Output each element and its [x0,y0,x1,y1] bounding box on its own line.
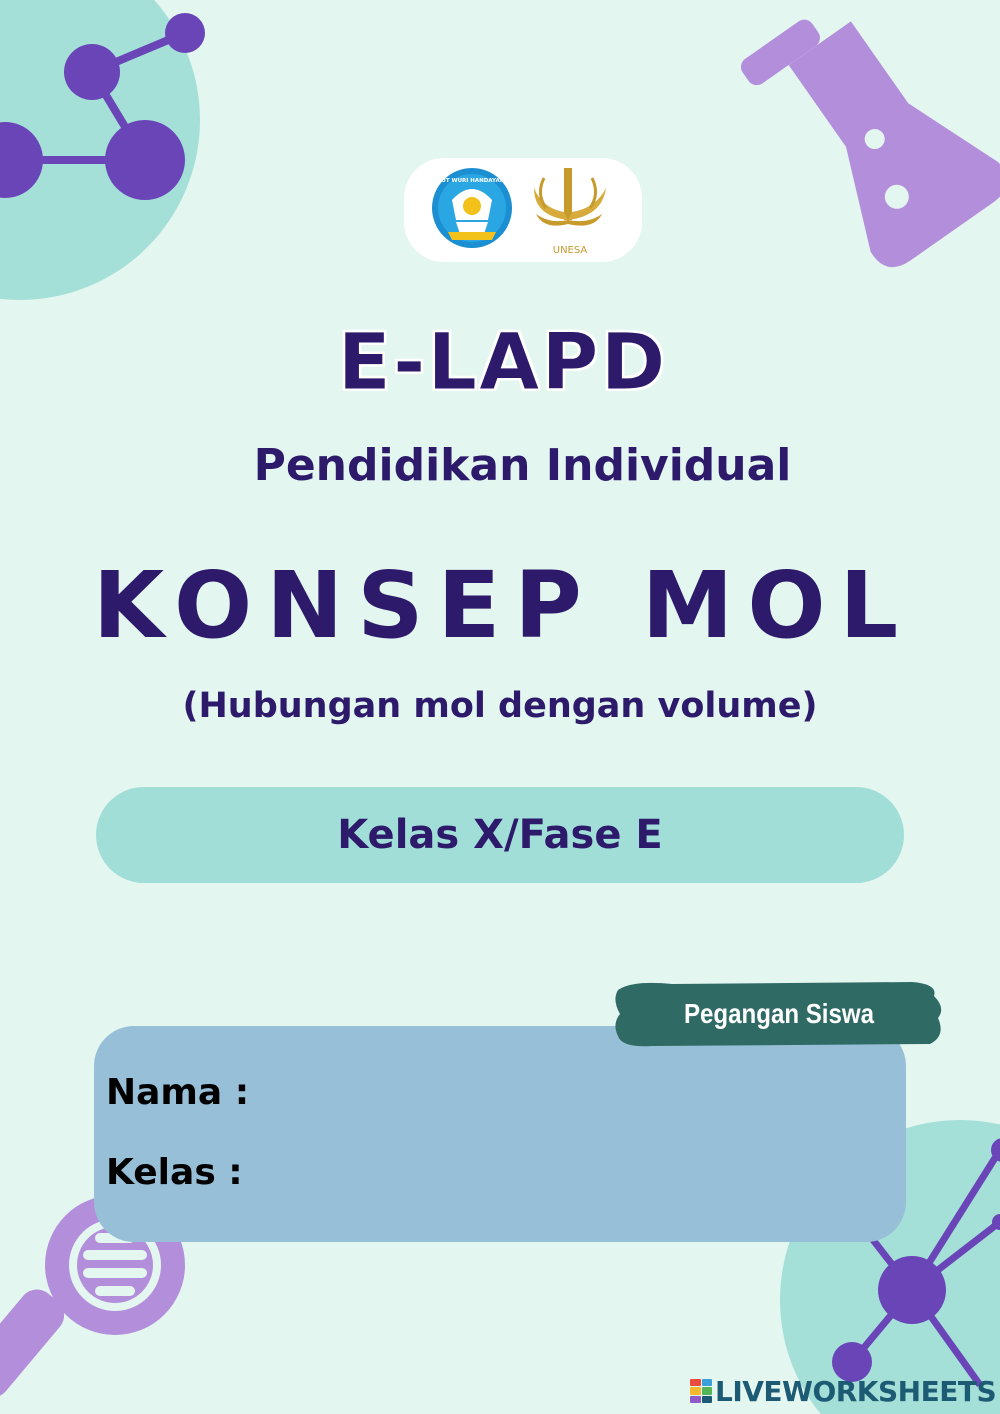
logo-panel [404,158,642,262]
class-field-label: Kelas : [106,1152,243,1193]
brand-name: LIVEWORKSHEETS [715,1374,997,1408]
worksheet-title: E-LAPD [337,318,668,408]
liveworksheets-brand [690,1374,996,1408]
worksheet-subtitle: Pendidikan Individual [253,440,792,491]
flask-icon [737,0,1000,277]
badge-label: Pegangan Siswa [683,998,875,1029]
name-field-label: Nama : [106,1072,250,1113]
unesa-logo [534,168,606,256]
svg-text:UNESA: UNESA [552,245,588,256]
student-handbook-badge [612,978,946,1050]
subtopic-heading: (Hubungan mol dengan volume) [182,686,818,726]
svg-text:TUT WURI HANDAYANI: TUT WURI HANDAYANI [437,178,507,184]
class-phase-label: Kelas X/Fase E [337,812,663,858]
class-phase-pill [96,787,904,883]
tut-wuri-handayani-logo [432,168,512,248]
liveworksheets-logo-icon [690,1379,712,1403]
student-info-card [94,1026,906,1242]
topic-heading: KONSEP MOL [92,552,913,659]
